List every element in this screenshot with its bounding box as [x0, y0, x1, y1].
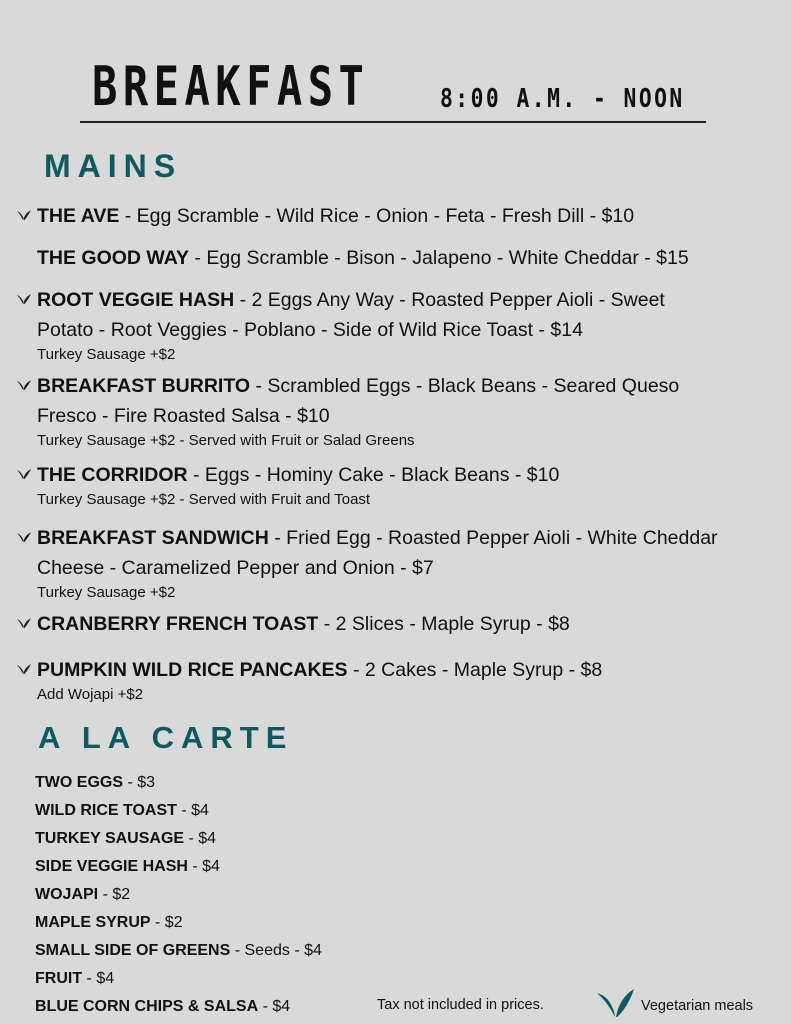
menu-item-line [37, 460, 791, 490]
menu-item [37, 201, 791, 231]
menu-item-description: - 2 Cakes - Maple Syrup - $8 [347, 659, 603, 681]
a-la-carte-item [35, 941, 322, 961]
a-la-carte-item-price: - $4 [176, 802, 209, 819]
menu-item-description: - Eggs - Hominy Cake - Black Beans - $10 [187, 464, 560, 486]
menu-item-description: - Fried Egg - Roasted Pepper Aioli - White Cheddar [268, 527, 718, 549]
menu-item-description: - Scrambled Eggs - Black Beans - Seared Queso [250, 375, 680, 397]
menu-item-line [37, 371, 791, 401]
menu-item [37, 460, 791, 509]
a-la-carte-item-name: FRUIT [35, 970, 83, 987]
a-la-carte-item-price: - $4 [184, 830, 217, 847]
a-la-carte-item [35, 773, 155, 793]
menu-item-line [37, 609, 791, 639]
a-la-carte-item-price: - $2 [98, 886, 131, 903]
a-la-carte-item-name: WOJAPI [35, 886, 99, 903]
a-la-carte-item [35, 913, 183, 933]
a-la-carte-item [35, 969, 114, 989]
vegetarian-leaf-icon [17, 532, 31, 542]
a-la-carte-item-name: WILD RICE TOAST [35, 802, 177, 819]
menu-item-line [37, 285, 791, 315]
menu-item-note: Turkey Sausage +$2 [37, 346, 176, 363]
leaf-icon [596, 985, 636, 1019]
menu-item-name: BREAKFAST BURRITO [37, 375, 251, 397]
a-la-carte-item-name: BLUE CORN CHIPS & SALSA [35, 998, 259, 1015]
menu-item-name: PUMPKIN WILD RICE PANCAKES [37, 659, 348, 681]
a-la-carte-item [35, 829, 216, 849]
menu-item-description-cont: Cheese - Caramelized Pepper and Onion - $7 [37, 557, 434, 579]
menu-item-line [37, 243, 791, 273]
menu-item-note: Turkey Sausage +$2 [37, 584, 176, 601]
menu-item-description-cont: Fresco - Fire Roasted Salsa - $10 [37, 405, 330, 427]
menu-item [37, 371, 791, 450]
vegetarian-leaf-icon [17, 469, 31, 479]
vegetarian-leaf-icon [17, 380, 31, 390]
menu-item-description: - Egg Scramble - Wild Rice - Onion - Feta - Fresh Dill - $10 [119, 205, 635, 227]
menu-item-name: THE GOOD WAY [37, 247, 190, 269]
menu-item [37, 243, 791, 273]
menu-item-name: BREAKFAST SANDWICH [37, 527, 269, 549]
menu-item-name: CRANBERRY FRENCH TOAST [37, 613, 319, 635]
menu-item-name: THE CORRIDOR [37, 464, 188, 486]
menu-item-description: - 2 Slices - Maple Syrup - $8 [318, 613, 570, 635]
a-la-carte-item-price: - $2 [150, 914, 183, 931]
menu-item-name: ROOT VEGGIE HASH [37, 289, 235, 311]
vegetarian-leaf-icon [17, 664, 31, 674]
a-la-carte-item-price: - $4 [187, 858, 220, 875]
a-la-carte-item-price: - $4 [258, 998, 291, 1015]
a-la-carte-item [35, 885, 130, 905]
a-la-carte-item-name: TWO EGGS [35, 774, 123, 791]
vegetarian-leaf-icon [17, 294, 31, 304]
menu-item [37, 285, 791, 364]
menu-item-note: Add Wojapi +$2 [37, 686, 144, 703]
menu-item [37, 523, 791, 602]
a-la-carte-item-price: - $4 [82, 970, 115, 987]
vegetarian-leaf-icon [17, 618, 31, 628]
menu-item-description: - Egg Scramble - Bison - Jalapeno - White Cheddar - $15 [189, 247, 689, 269]
a-la-carte-item-price: - Seeds - $4 [230, 942, 322, 959]
mains-heading: MAINS [44, 148, 183, 184]
menu-item-line [37, 201, 791, 231]
menu-item-name: THE AVE [37, 205, 120, 227]
a-la-carte-item [35, 997, 290, 1017]
menu-item-description: - 2 Eggs Any Way - Roasted Pepper Aioli - Sweet [234, 289, 665, 311]
a-la-carte-item-price: - $3 [123, 774, 156, 791]
title-divider [80, 121, 706, 123]
a-la-carte-item-name: MAPLE SYRUP [35, 914, 151, 931]
menu-item-description-cont: Potato - Root Veggies - Poblano - Side of Wild Rice Toast - $14 [37, 319, 583, 341]
menu-item [37, 609, 791, 639]
a-la-carte-item [35, 857, 220, 877]
menu-item-line [37, 655, 791, 685]
a-la-carte-item-name: TURKEY SAUSAGE [35, 830, 185, 847]
menu-item-note: Turkey Sausage +$2 - Served with Fruit or Salad Greens [37, 432, 415, 449]
service-hours: 8:00 A.M. - NOON [440, 84, 685, 114]
a-la-carte-item-name: SMALL SIDE OF GREENS [35, 942, 231, 959]
menu-item [37, 655, 791, 704]
menu-title: BREAKFAST [92, 55, 370, 118]
tax-note: Tax not included in prices. [377, 997, 544, 1013]
vegetarian-legend: Vegetarian meals [641, 998, 754, 1014]
vegetarian-leaf-icon [17, 210, 31, 220]
menu-item-line [37, 523, 791, 553]
menu-item-note: Turkey Sausage +$2 - Served with Fruit and Toast [37, 491, 371, 508]
a-la-carte-item [35, 801, 209, 821]
a-la-carte-heading: A LA CARTE [38, 720, 294, 755]
a-la-carte-item-name: SIDE VEGGIE HASH [35, 858, 188, 875]
